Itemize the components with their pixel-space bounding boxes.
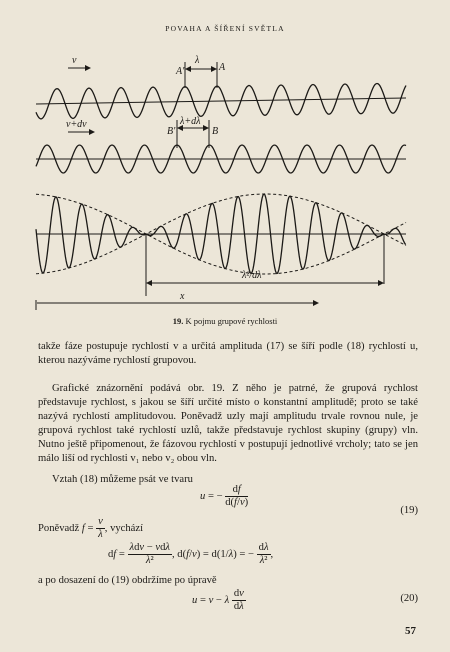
envelope-upper xyxy=(36,194,406,234)
equation-df: df = $\frac{\text{λdv − vdλ}}{\text{λ²}}$ , d(f/v) = d(1/λ) = − $\frac{d\lambda}{\text{λ²}}$ , xyxy=(108,542,274,566)
caption-number: 19. xyxy=(172,316,184,326)
label-x: x xyxy=(180,291,185,302)
label-B: B xyxy=(212,126,219,137)
label-v-dv: v+dv xyxy=(66,119,87,130)
label-B-prime: B' xyxy=(167,126,176,137)
since-line: Poněvadž f = $\frac{v}{\lambda}$ , vychází xyxy=(38,516,144,540)
label-A-prime: A' xyxy=(176,66,185,77)
paragraph-3: Vztah (18) můžeme psát ve tvaru xyxy=(52,474,193,485)
label-group-length: λ²/dλ xyxy=(242,270,262,281)
running-header: POVAHA A ŠÍŘENÍ SVĚTLA xyxy=(165,24,285,33)
paragraph-1: takže fáze postupuje rychlostí v a určitá amplituda (17) se šíří podle (18) rychlostí u, kterou nazýváme rychlostí grupovou. xyxy=(38,341,418,366)
equation-20: u = v − λ $\frac{dv}{d\lambda}$ xyxy=(192,588,244,612)
label-lambda-dlambda: λ+dλ xyxy=(180,116,201,127)
equation-19: u = − $\frac{df}{d(f/v)}$ xyxy=(200,484,249,508)
equation-19-number: (19) xyxy=(400,505,418,516)
label-v: v xyxy=(72,55,77,66)
follows-word: , vychází xyxy=(104,522,144,534)
label-A: A xyxy=(219,62,226,73)
wave-figure xyxy=(28,48,412,310)
paragraph-after-substitution: a po dosazení do (19) obdržíme po úpravě xyxy=(38,575,217,586)
label-lambda: λ xyxy=(195,55,200,66)
since-word: Poněvadž xyxy=(38,522,80,534)
equation-20-number: (20) xyxy=(400,593,418,604)
caption-title: K pojmu grupové rychlosti xyxy=(185,316,278,326)
figure-caption xyxy=(0,316,450,326)
page-number: 57 xyxy=(405,625,416,637)
paragraph-2: Grafické znázornění podává obr. 19. Z něho je patrné, že grupová rychlost představuje rychlost, s jakou se šíří určité místo o konstantní amplitudě; proto se také nazývá rychlostí amplitudovou. Poněvadž uzly mají amplitudu trvale rovnou nule, je grupová rychlost také rychlostí uzlů, takže představuje rychlost skupiny (grupy) vln. Nutno ještě připomenout, že fázovou rychlostí v postupují jednotlivé vrcholy; tato se jen málo liší od rychlosti v₁ nebo v₂ obou vln. xyxy=(38,383,418,464)
wave1-axis xyxy=(36,98,406,104)
